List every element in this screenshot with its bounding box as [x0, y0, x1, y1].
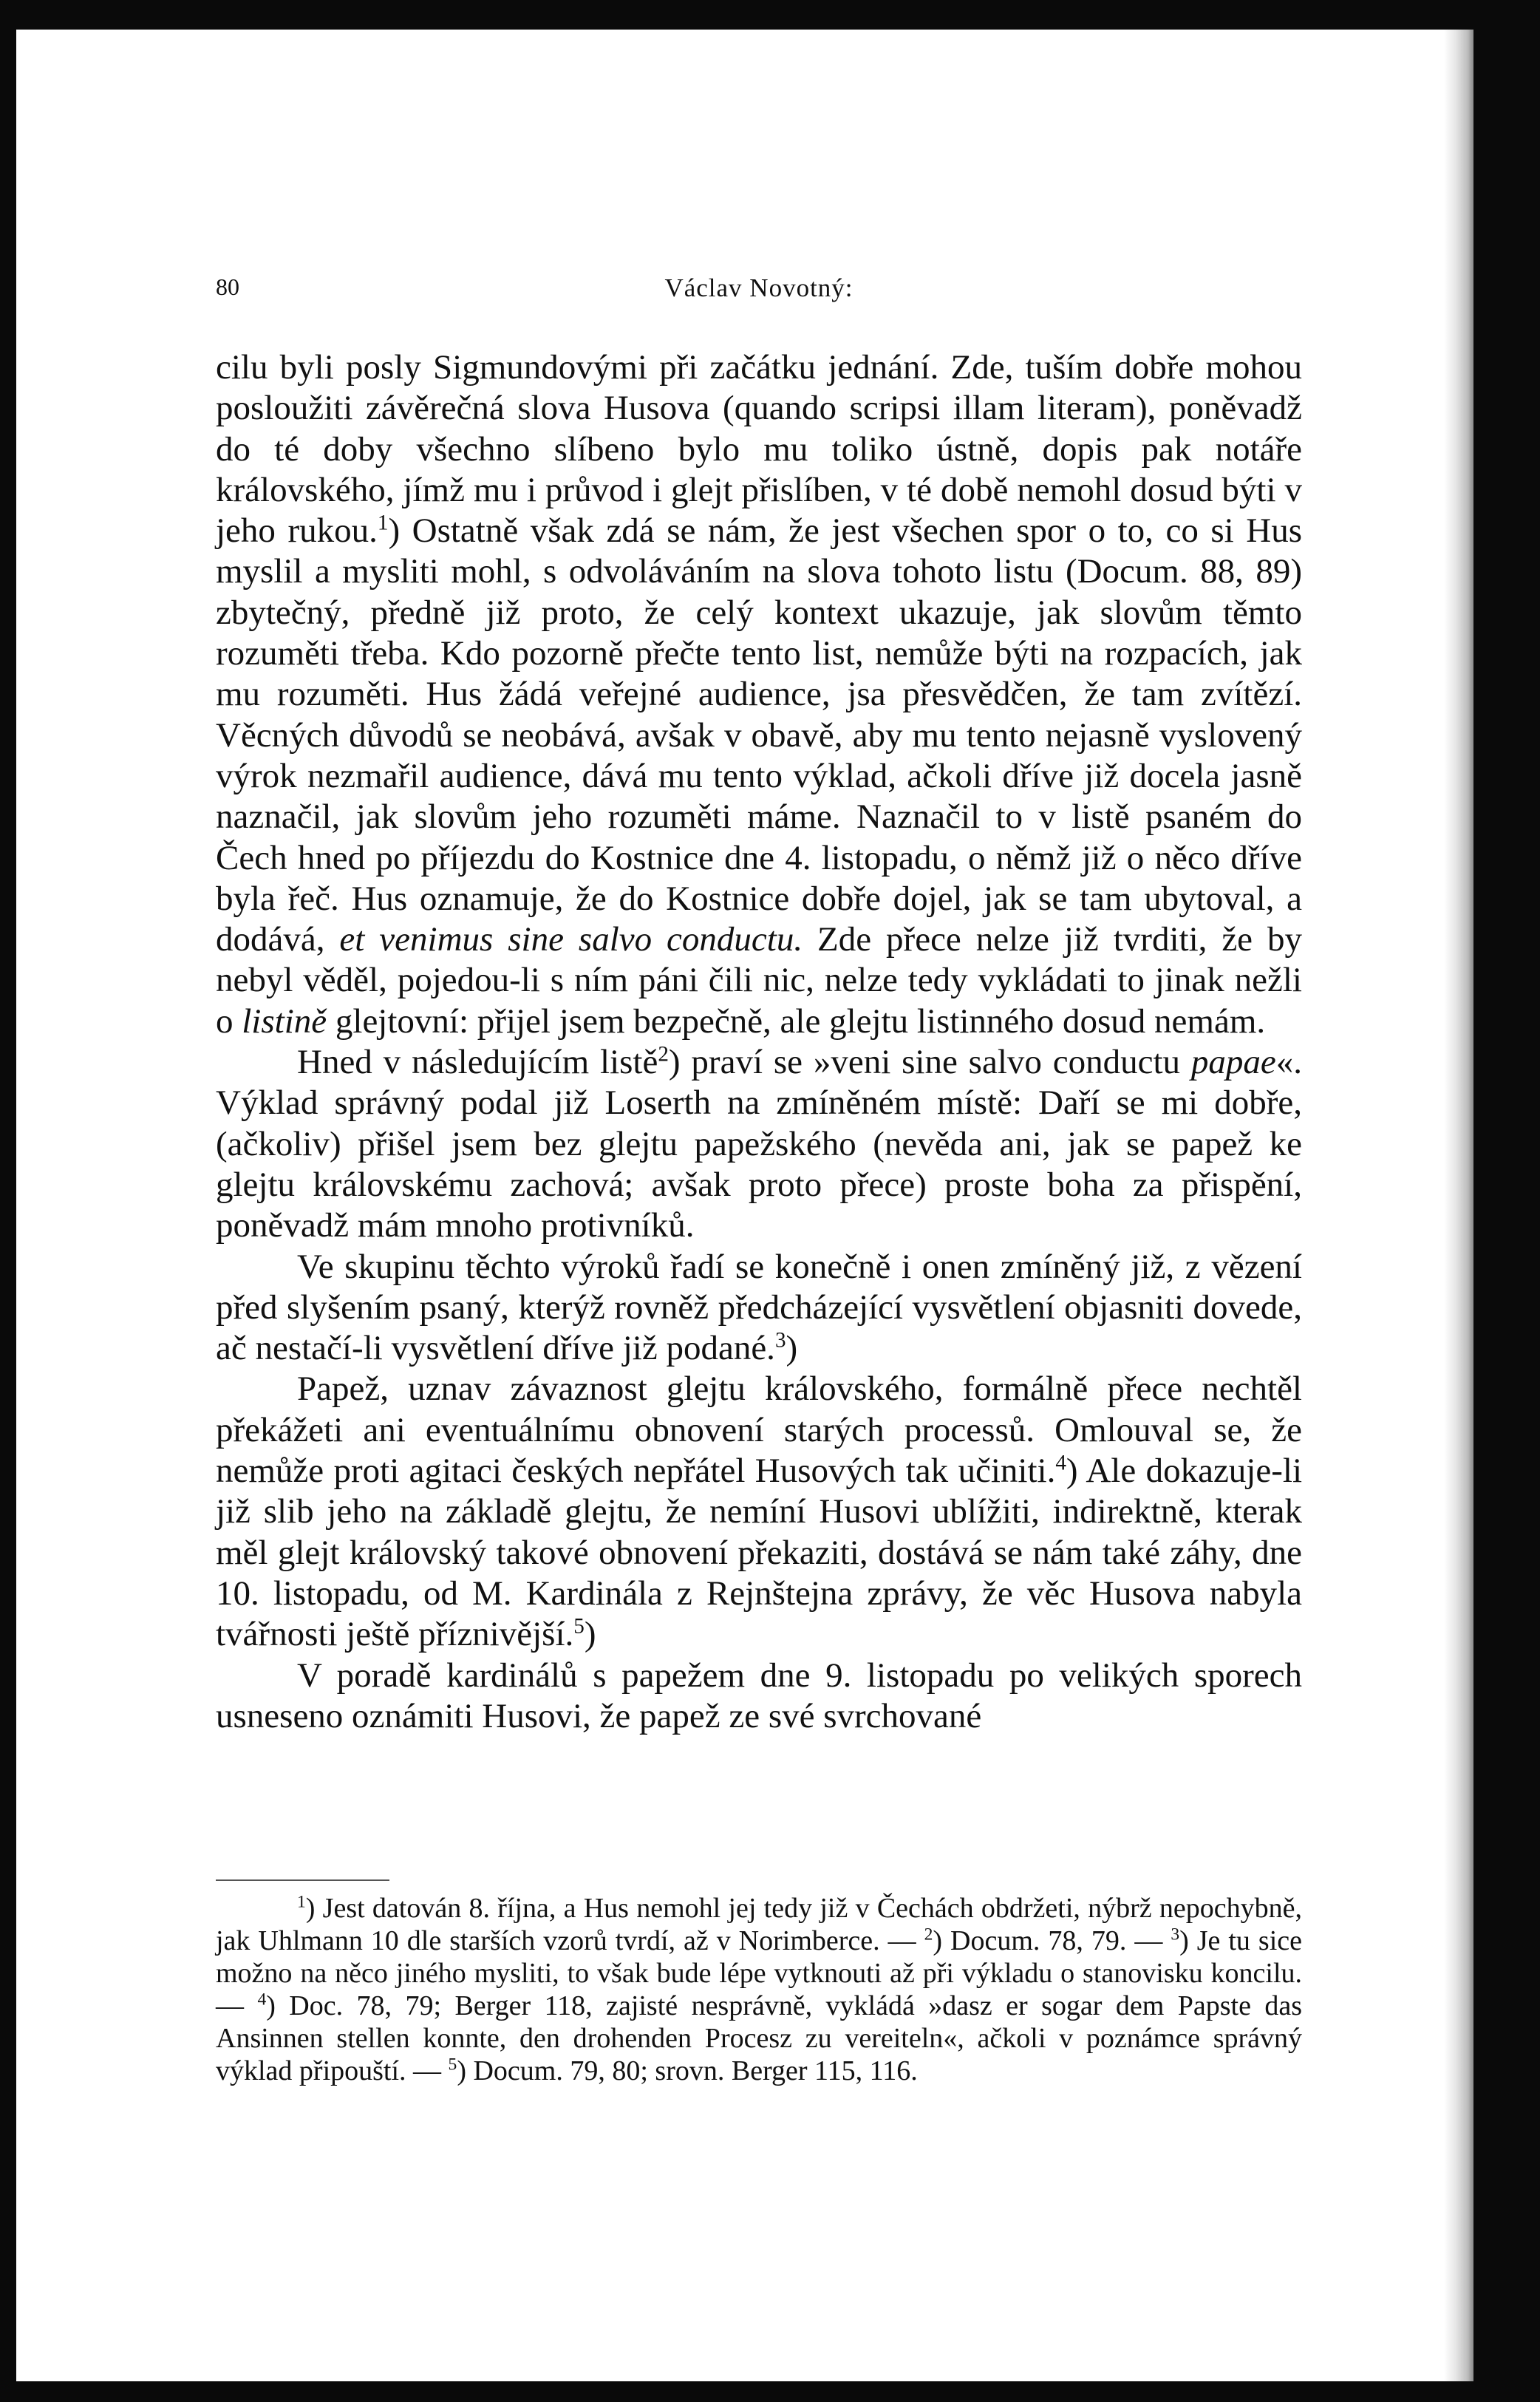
footnote-mark-1: 1	[297, 1892, 306, 1912]
page-header	[216, 273, 1302, 310]
paragraph-4: Papež, uznav závaznost glejtu královského, formálně přece nechtěl překážeti ani eventuálnímu obnovení starých processů. Omlouval se, že nemůže proti agitaci českých nepřátel Husových tak učiniti.$^4$) Ale dokazuje-li již slib jeho na základě glejtu, že nemíní Husovi ublížiti, indirektně, kterak měl glejt královský takové obnovení překaziti, dostává se nám také záhy, dne 10. listopadu, od M. Kardinála z Rejnštejna zprávy, že věc Husova nabyla tvářnosti ještě příznivější.$^5$)	[216, 1370, 1302, 1654]
footnote-ref-4: 4	[1055, 1451, 1066, 1475]
emphasis-papae: papae	[1190, 1043, 1276, 1082]
scan-border-left	[0, 0, 16, 2402]
emphasis-listine: listině	[242, 1001, 327, 1041]
main-text	[216, 347, 1302, 1737]
footnote-5: Docum. 79, 80; srovn. Berger 115, 116.	[466, 2055, 918, 2086]
paragraph-3: Ve skupinu těchto výroků řadí se konečně i onen zmíněný již, z vězení před slyšením psaný, kterýž rovněž předcházející vysvětlení objasniti dovede, ač nestačí-li vysvětlení dříve již podané.$^3$)	[216, 1247, 1302, 1368]
footnote-mark-4: 4	[257, 1990, 267, 2010]
footnote-block: $^1$) Jest datován 8. října, a Hus nemohl jej tedy již v Čechách obdržeti, nýbrž nepochybně, jak Uhlmann 10 dle starších vzorů tvrdí, až v Norimberce. — $^2$) Docum. 78, 79. — $^3$) Je tu sice možno na něco jiného mysliti, to však bude lépe vytknouti až při výkladu o stanovisku koncilu. — $^4$) Doc. 78, 79; Berger 118, zajisté nesprávně, vykládá »dasz er sogar dem Papste das Ansinnen stellen konnte, den drohenden Procesz zu vereiteln«, ačkoli v poznámce správný výklad připouští. — $^5$) Docum. 79, 80; srovn. Berger 115, 116.	[216, 1892, 1303, 2086]
latin-quote: et venimus sine salvo conductu.	[339, 920, 803, 959]
footnote-1: Jest datován 8. října, a Hus nemohl jej tedy již v Čechách obdržeti, nýbrž nepochybně, jak Uhlmann 10 dle starších vzorů tvrdí, až v Norimberce. —	[216, 1893, 1302, 1956]
paragraph-5: V poradě kardinálů s papežem dne 9. listopadu po velikých sporech usneseno oznámiti Husovi, že papež ze své svrchované	[216, 1656, 1302, 1735]
scan-border-bottom	[0, 2381, 1540, 2402]
paragraph-1: cilu byli posly Sigmundovými při začátku jednání. Zde, tuším dobře mohou posloužiti závěrečná slova Husova (quando scripsi illam literam), poněvadž do té doby všechno slíbeno bylo mu toliko ústně, dopis pak notáře královského, jímž mu i průvod i glejt přislíben, v té době nemohl dosud býti v jeho rukou.$^1$) Ostatně však zdá se nám, že jest všechen spor o to, co si Hus myslil a mysliti mohl, s odvoláváním na slova tohoto listu (Docum. 88, 89) zbytečný, předně již proto, že celý kontext ukazuje, jak slovům těmto rozuměti třeba. Kdo pozorně přečte tento list, nemůže býti na rozpacích, jak mu rozuměti. Hus žádá veřejné audience, jsa přesvědčen, že tam zvítězí. Věcných důvodů se neobává, avšak v obavě, aby mu tento nejasně vyslovený výrok nezmařil audience, dává mu tento výklad, ačkoli dříve již docela jasně naznačil, jak slovům jeho rozuměti máme. Naznačil to v listě psaném do Čech hned po příjezdu do Kostnice dne 4. listopadu, o němž již o něco dříve byla řeč. Hus oznamuje, že do Kostnice dobře dojel, jak se tam ubytoval, a dodává, et venimus sine salvo conductu. Zde přece nelze již tvrditi, že by nebyl věděl, pojedou-li s ním páni čili nic, nelze tedy vykládati to jinak nežli o listině glejtovní: přijel jsem bezpečně, ale glejtu listinného dosud nemám.	[216, 348, 1302, 1041]
page-number: 80	[216, 273, 239, 300]
footnote-ref-2: 2	[658, 1042, 669, 1066]
paragraph-2: Hned v následujícím listě$^2$) praví se »veni sine salvo conductu papae«. Výklad správný podal již Loserth na zmíněném místě: Daří se mi dobře, (ačkoliv) přišel jsem bez glejtu papežského (nevěda ani, jak se papež ke glejtu královskému zachová; avšak proto přece) proste boha za přispění, poněvadž mám mnoho protivníků.	[216, 1042, 1303, 1245]
footnote-mark-3: 3	[1171, 1925, 1180, 1945]
footnotes	[216, 1892, 1302, 2087]
scan-border-top	[0, 0, 1540, 30]
footnote-separator	[216, 1879, 389, 1881]
footnote-ref-1: 1	[377, 511, 389, 535]
footnote-mark-2: 2	[924, 1925, 933, 1945]
page-edge-shadow	[1444, 30, 1473, 2381]
footnote-3: Je tu sice možno na něco jiného mysliti, to však bude lépe vytknouti až při výkladu o stanovisku koncilu. —	[216, 1925, 1302, 2021]
scan-border-right	[1473, 0, 1540, 2402]
footnote-4: Doc. 78, 79; Berger 118, zajisté nesprávně, vykládá »dasz er sogar dem Papste das Ansinnen stellen konnte, den drohenden Procesz zu vereiteln«, ačkoli v poznámce správný výklad připouští. —	[216, 1990, 1303, 2086]
running-head: Václav Novotný:	[664, 273, 854, 302]
footnote-2: Docum. 78, 79. —	[942, 1925, 1171, 1956]
footnote-ref-5: 5	[573, 1614, 585, 1639]
footnote-ref-3: 3	[774, 1328, 786, 1353]
footnote-mark-5: 5	[448, 2055, 457, 2075]
